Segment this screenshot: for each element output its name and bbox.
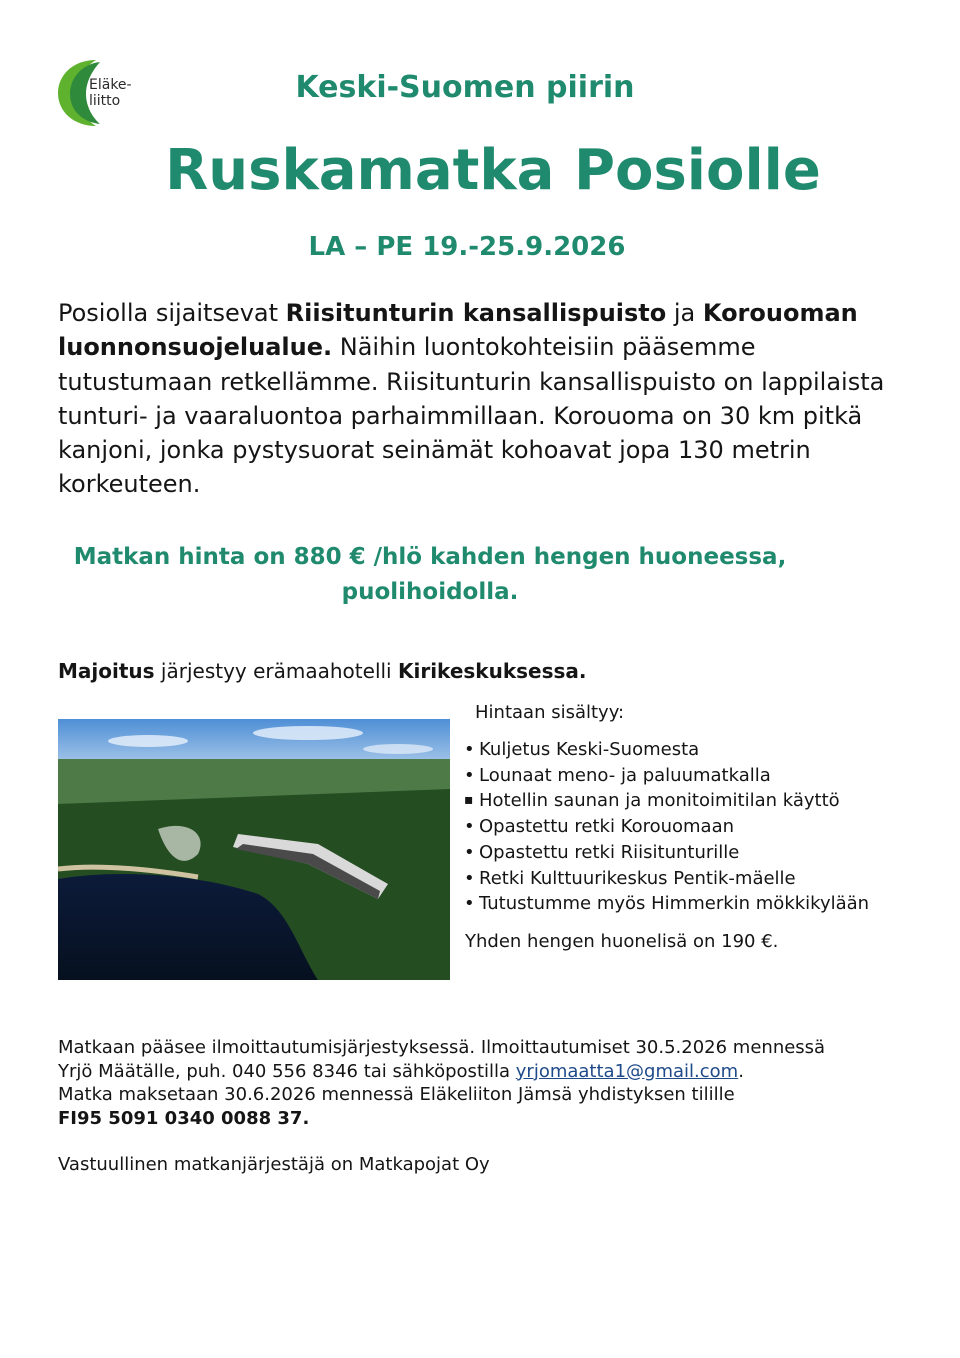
includes-heading: Hintaan sisältyy: [475,702,625,723]
district-subtitle: Keski-Suomen piirin [295,70,635,105]
contact-text-end: . [738,1060,744,1082]
accommodation-text: järjestyy erämaahotelli [154,659,398,683]
contact-text: Yrjö Määtälle, puh. 040 556 8346 tai sähköpostilla [58,1060,516,1082]
accommodation-bold-2: Kirikeskuksessa. [397,659,587,683]
intro-bold-reserve: Korouoman luonnonsuojelualue. [58,299,858,362]
intro-paragraph [58,296,908,502]
list-item: • Lounaat meno- ja paluumatkalla [463,763,869,789]
intro-text-2: ja [666,299,703,327]
trip-dates: LA – PE 19.-25.9.2026 [308,232,626,262]
list-item: • Tutustumme myös Himmerkin mökkikylään [463,891,869,917]
single-room-supplement: Yhden hengen huonelisä on 190 €. [465,931,779,952]
price-statement [60,540,800,610]
price-line-2: puolihoidolla. [341,579,519,605]
page-title: Ruskamatka Posiolle [165,138,821,203]
hotel-photo [58,719,450,980]
intro-text-1: Posiolla sijaitsevat [58,299,286,327]
email-link[interactable]: yrjomaatta1@gmail.com [515,1060,739,1082]
registration-info [58,1036,918,1130]
intro-text-3: Näihin luontokohteisiin pääsemme tutustumaan retkellämme. Riisitunturin kansallispuisto on lappilaista tunturi- ja vaaraluontoa parhaimmillaan. Korouoma on 30 km pitkä kanjoni, jonka pystysuorat seinämät kohoavat jopa 130 metrin korkeuteen. [58,333,885,499]
organizer-line: Vastuullinen matkanjärjestäjä on Matkapojat Oy [58,1154,490,1175]
list-item: • Retki Kulttuurikeskus Pentik-mäelle [463,866,869,892]
accommodation-line [58,659,587,683]
payment-line: Matka maksetaan 30.6.2026 mennessä Eläkeliiton Jämsä yhdistyksen tilille [58,1084,735,1105]
logo-text-line1: Eläke- [89,77,132,93]
list-item: • Opastettu retki Riisitunturille [463,840,869,866]
price-line-1: Matkan hinta on 880 € /hlö kahden hengen huoneessa, [73,544,787,570]
includes-list [463,737,869,917]
registration-line-1: Matkaan pääsee ilmoittautumisjärjestyksessä. Ilmoittautumiset 30.5.2026 mennessä [58,1037,826,1058]
logo-text-line2: liitto [89,93,121,109]
registration-line-2 [58,1060,918,1084]
accommodation-bold-1: Majoitus [58,659,155,683]
list-item: • Opastettu retki Korouomaan [463,814,869,840]
list-item: • Kuljetus Keski-Suomesta [463,737,869,763]
intro-bold-park: Riisitunturin kansallispuisto [285,299,667,327]
list-item: ▪ Hotellin saunan ja monitoimitilan käyttö [463,788,869,814]
iban-number: FI95 5091 0340 0088 37. [58,1107,310,1129]
